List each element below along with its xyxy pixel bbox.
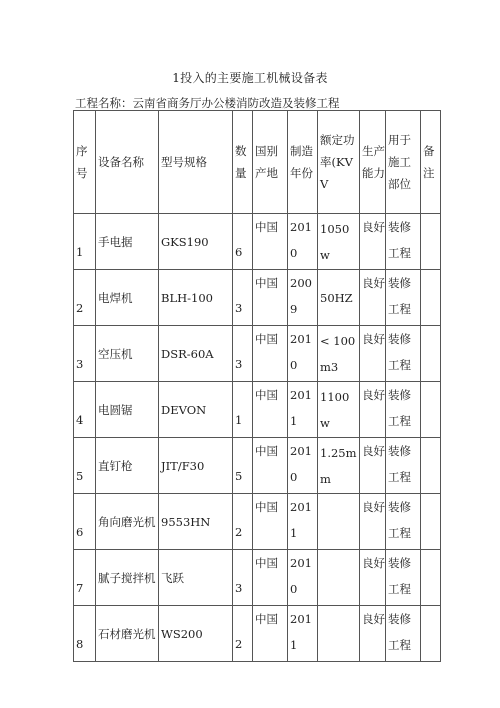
cell-power	[318, 550, 360, 606]
cell-origin: 中国	[253, 270, 288, 326]
cell-capacity: 良好	[360, 606, 386, 662]
cell-capacity: 良好	[360, 326, 386, 382]
cell-seq: 6	[74, 494, 96, 550]
header-origin: 国别产地	[253, 111, 288, 214]
header-power: 额定功率(KVV	[318, 111, 360, 214]
cell-year: 2010	[288, 438, 318, 494]
cell-origin: 中国	[253, 438, 288, 494]
cell-note	[421, 214, 441, 270]
cell-note	[421, 382, 441, 438]
cell-qty: 2	[233, 494, 253, 550]
cell-qty: 3	[233, 270, 253, 326]
cell-model: WS200	[159, 606, 233, 662]
cell-use: 装修工程	[386, 326, 421, 382]
cell-origin: 中国	[253, 494, 288, 550]
cell-capacity: 良好	[360, 270, 386, 326]
cell-model: 飞跃	[159, 550, 233, 606]
cell-use: 装修工程	[386, 214, 421, 270]
cell-origin: 中国	[253, 606, 288, 662]
cell-model: DEVON	[159, 382, 233, 438]
cell-use: 装修工程	[386, 550, 421, 606]
header-note: 备注	[421, 111, 441, 214]
cell-power: 1050w	[318, 214, 360, 270]
header-seq: 序号	[74, 111, 96, 214]
cell-note	[421, 606, 441, 662]
cell-qty: 2	[233, 606, 253, 662]
cell-use: 装修工程	[386, 606, 421, 662]
document-title: 1投入的主要施工机械设备表	[172, 71, 328, 85]
table-row	[74, 606, 441, 662]
cell-use: 装修工程	[386, 438, 421, 494]
header-use: 用于施工部位	[386, 111, 421, 214]
cell-note	[421, 438, 441, 494]
cell-model: JIT/F30	[159, 438, 233, 494]
table-row	[74, 382, 441, 438]
cell-note	[421, 494, 441, 550]
table-row	[74, 438, 441, 494]
cell-qty: 6	[233, 214, 253, 270]
cell-note	[421, 270, 441, 326]
cell-year: 2010	[288, 326, 318, 382]
cell-seq: 2	[74, 270, 96, 326]
cell-name: 角向磨光机	[96, 494, 159, 550]
cell-qty: 3	[233, 326, 253, 382]
cell-year: 2010	[288, 550, 318, 606]
cell-capacity: 良好	[360, 438, 386, 494]
cell-capacity: 良好	[360, 214, 386, 270]
project-name: 工程名称：云南省商务厅办公楼消防改造及装修工程	[75, 96, 340, 110]
cell-year: 2009	[288, 270, 318, 326]
cell-origin: 中国	[253, 214, 288, 270]
cell-model: BLH-100	[159, 270, 233, 326]
cell-model: 9553HN	[159, 494, 233, 550]
header-year: 制造年份	[288, 111, 318, 214]
equipment-table	[73, 110, 441, 662]
cell-name: 空压机	[96, 326, 159, 382]
cell-name: 直钉枪	[96, 438, 159, 494]
table-header-row	[74, 111, 441, 214]
cell-capacity: 良好	[360, 550, 386, 606]
cell-qty: 1	[233, 382, 253, 438]
cell-name: 石材磨光机	[96, 606, 159, 662]
cell-use: 装修工程	[386, 270, 421, 326]
cell-seq: 4	[74, 382, 96, 438]
cell-year: 2010	[288, 214, 318, 270]
cell-note	[421, 326, 441, 382]
table-row	[74, 326, 441, 382]
cell-use: 装修工程	[386, 382, 421, 438]
cell-qty: 5	[233, 438, 253, 494]
table-row	[74, 214, 441, 270]
cell-seq: 5	[74, 438, 96, 494]
table-row	[74, 494, 441, 550]
cell-name: 电焊机	[96, 270, 159, 326]
cell-capacity: 良好	[360, 382, 386, 438]
cell-year: 2011	[288, 606, 318, 662]
cell-seq: 1	[74, 214, 96, 270]
cell-power: 1.25mm	[318, 438, 360, 494]
cell-origin: 中国	[253, 550, 288, 606]
cell-power: 1100w	[318, 382, 360, 438]
cell-name: 电圆锯	[96, 382, 159, 438]
cell-capacity: 良好	[360, 494, 386, 550]
cell-seq: 8	[74, 606, 96, 662]
cell-model: GKS190	[159, 214, 233, 270]
cell-model: DSR-60A	[159, 326, 233, 382]
cell-power: 50HZ	[318, 270, 360, 326]
cell-year: 2011	[288, 494, 318, 550]
cell-power: < 100m3	[318, 326, 360, 382]
table-row	[74, 270, 441, 326]
cell-power	[318, 494, 360, 550]
cell-year: 2011	[288, 382, 318, 438]
cell-seq: 7	[74, 550, 96, 606]
header-qty: 数量	[233, 111, 253, 214]
header-model: 型号规格	[159, 111, 233, 214]
table-row	[74, 550, 441, 606]
cell-origin: 中国	[253, 326, 288, 382]
cell-seq: 3	[74, 326, 96, 382]
header-capacity: 生产能力	[360, 111, 386, 214]
cell-use: 装修工程	[386, 494, 421, 550]
header-name: 设备名称	[96, 111, 159, 214]
cell-name: 腻子搅拌机	[96, 550, 159, 606]
cell-name: 手电据	[96, 214, 159, 270]
cell-note	[421, 550, 441, 606]
cell-power	[318, 606, 360, 662]
cell-qty: 3	[233, 550, 253, 606]
cell-origin: 中国	[253, 382, 288, 438]
